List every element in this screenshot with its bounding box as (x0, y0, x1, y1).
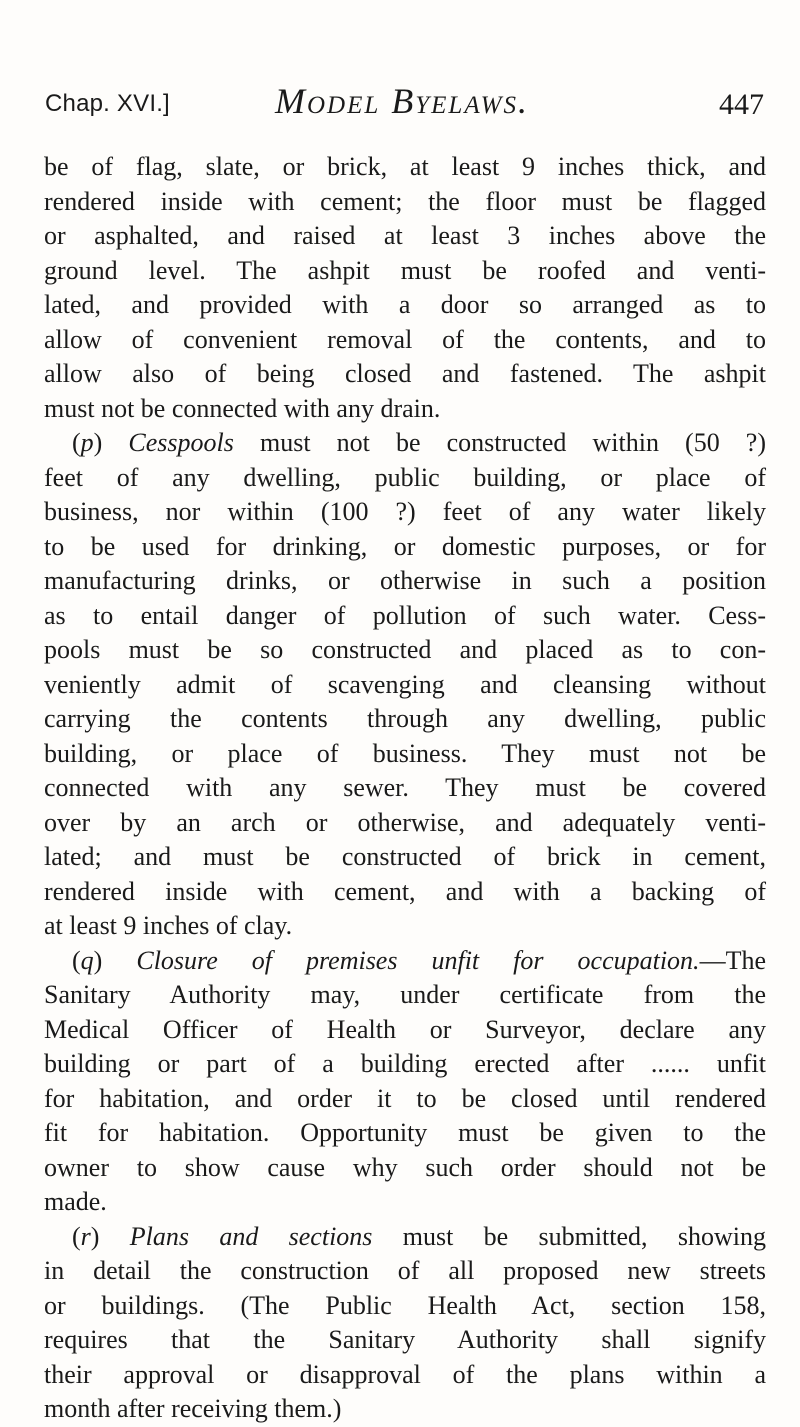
text-run: building or part of a building erected after ...... unfit (44, 1049, 766, 1078)
text-line (44, 1392, 766, 1427)
text-line (44, 185, 766, 220)
text-run: connected with any sewer. They must be covered (44, 773, 766, 802)
text-run: manufacturing drinks, or otherwise in such a position (44, 566, 766, 595)
text-run: lated, and provided with a door so arranged as to (44, 290, 766, 319)
text-run: allow of convenient removal of the contents, and to (44, 324, 766, 354)
text-run: over by an arch or otherwise, and adequately venti- (44, 807, 766, 837)
text-run: must not be constructed within (50 ?) (233, 428, 766, 457)
text-line (44, 1185, 766, 1220)
text-line (44, 1220, 766, 1255)
text-line (44, 1082, 766, 1117)
text-line (44, 1323, 766, 1358)
italic-text: Plans and sections (129, 1221, 373, 1251)
text-line (44, 150, 766, 185)
text-run: month after receiving them.) (44, 1394, 342, 1423)
page-number: 447 (719, 88, 764, 121)
text-line (44, 288, 766, 323)
text-line (44, 840, 766, 875)
running-title: Model Byelaws. (275, 81, 530, 121)
text-run: or asphalted, and raised at least 3 inches above the (44, 221, 766, 250)
text-run: —The (699, 945, 766, 975)
text-run: lated; and must be constructed of brick in cement, (44, 842, 766, 871)
text-line (44, 875, 766, 910)
text-line (44, 392, 766, 427)
italic-text: r (80, 1221, 91, 1251)
text-run: made. (44, 1187, 107, 1216)
text-run: pools must be so constructed and placed as to con- (44, 635, 766, 664)
text-line (44, 461, 766, 496)
text-line (44, 1358, 766, 1393)
text-run: must be submitted, showing (372, 1221, 766, 1251)
text-run: ( (72, 428, 81, 457)
text-run: ) (93, 428, 129, 457)
running-head (45, 80, 770, 124)
text-line (44, 806, 766, 841)
text-run: fit for habitation. Opportunity must be given to the (44, 1118, 766, 1147)
italic-text: q (80, 945, 94, 975)
text-run: or buildings. (The Public Health Act, section 158, (44, 1290, 766, 1320)
text-run: ground level. The ashpit must be roofed and venti- (44, 255, 766, 285)
text-run: building, or place of business. They must not be (44, 738, 766, 768)
text-run: Sanitary Authority may, under certificate from the (44, 980, 766, 1009)
text-line (44, 633, 766, 668)
text-run: at least 9 inches of clay. (44, 911, 293, 940)
text-line (44, 323, 766, 358)
text-line (44, 978, 766, 1013)
text-line (44, 702, 766, 737)
italic-text: Cesspools (128, 428, 234, 457)
text-line (44, 564, 766, 599)
text-run: requires that the Sanitary Authority shall signify (44, 1325, 766, 1354)
text-line (44, 1254, 766, 1289)
text-run: as to entail danger of pollution of such water. Cess- (44, 600, 766, 630)
italic-text: p (80, 428, 94, 457)
text-line (44, 219, 766, 254)
text-line (44, 495, 766, 530)
text-line (44, 530, 766, 565)
text-run: ( (72, 945, 81, 975)
italic-text: Closure of premises unfit for occupation. (136, 945, 700, 975)
text-run: veniently admit of scavenging and cleansing without (44, 669, 766, 699)
text-line (44, 909, 766, 944)
chapter-reference: Chap. XVI.] (45, 90, 170, 117)
text-line (44, 254, 766, 289)
text-run: Medical Officer of Health or Surveyor, declare any (44, 1014, 766, 1044)
text-run: business, nor within (100 ?) feet of any water likely (44, 497, 766, 526)
text-line (44, 1151, 766, 1186)
text-run: ) (93, 945, 137, 975)
text-run: their approval or disapproval of the plans within a (44, 1359, 766, 1389)
text-line (44, 426, 766, 461)
text-line (44, 1013, 766, 1048)
body-text (44, 150, 766, 1427)
text-run: feet of any dwelling, public building, or place of (44, 462, 766, 492)
text-line (44, 1116, 766, 1151)
text-run: to be used for drinking, or domestic purposes, or for (44, 531, 766, 561)
text-line (44, 599, 766, 634)
text-run: rendered inside with cement; the floor must be flagged (44, 186, 766, 216)
text-line (44, 668, 766, 703)
text-run: be of flag, slate, or brick, at least 9 inches thick, and (44, 152, 766, 181)
text-run: owner to show cause why such order should not be (44, 1152, 766, 1182)
text-line (44, 1047, 766, 1082)
text-run: must not be connected with any drain. (44, 393, 441, 423)
text-line (44, 944, 766, 979)
text-run: for habitation, and order it to be closed until rendered (44, 1083, 766, 1113)
text-run: rendered inside with cement, and with a backing of (44, 876, 766, 906)
text-line (44, 771, 766, 806)
text-run: allow also of being closed and fastened. The ashpit (44, 359, 766, 388)
text-run: in detail the construction of all proposed new streets (44, 1256, 766, 1285)
text-run: ) (90, 1221, 130, 1251)
text-run: ( (72, 1221, 81, 1251)
text-run: carrying the contents through any dwelling, public (44, 704, 766, 733)
text-line (44, 737, 766, 772)
text-line (44, 1289, 766, 1324)
text-line (44, 357, 766, 392)
